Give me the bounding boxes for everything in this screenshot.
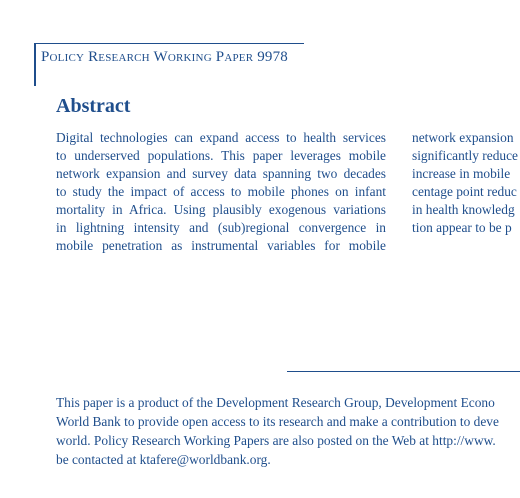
abstract-line: mortality in Africa. Using plausibly exogenous variations bbox=[56, 202, 386, 217]
footer-line: be contacted at ktafere@worldbank.org. bbox=[56, 452, 271, 467]
abstract-right-column bbox=[412, 129, 520, 237]
abstract-line: increase in mobile bbox=[412, 166, 511, 181]
footer-note bbox=[56, 393, 520, 469]
abstract-line: in health knowledg bbox=[412, 202, 515, 217]
footer-line: world. Policy Research Working Papers are also posted on the Web at http://www. bbox=[56, 433, 496, 448]
abstract-line: to underserved populations. This paper leverages mobile bbox=[56, 148, 386, 163]
series-accent-bar bbox=[34, 43, 36, 86]
footer-divider bbox=[287, 371, 520, 372]
series-title: Policy Research Working Paper 9978 bbox=[41, 49, 288, 65]
abstract-line: significantly reduce bbox=[412, 148, 518, 163]
abstract-line: centage point reduc bbox=[412, 184, 517, 199]
abstract-left-column bbox=[56, 129, 386, 255]
abstract-line: to study the impact of access to mobile phones on infant bbox=[56, 184, 386, 199]
series-rule bbox=[34, 43, 304, 44]
abstract-line: tion appear to be p bbox=[412, 220, 512, 235]
abstract-line: Digital technologies can expand access to health services bbox=[56, 130, 386, 145]
abstract-line: network expansion and survey data spanning two decades bbox=[56, 166, 386, 181]
footer-line: World Bank to provide open access to its research and make a contribution to deve bbox=[56, 414, 499, 429]
abstract-heading: Abstract bbox=[56, 95, 131, 117]
abstract-line: in lightning intensity and (sub)regional convergence in bbox=[56, 220, 386, 235]
abstract-line: network expansion bbox=[412, 130, 514, 145]
abstract-line: mobile penetration as instrumental variables for mobile bbox=[56, 238, 386, 253]
footer-line: This paper is a product of the Development Research Group, Development Econo bbox=[56, 395, 495, 410]
